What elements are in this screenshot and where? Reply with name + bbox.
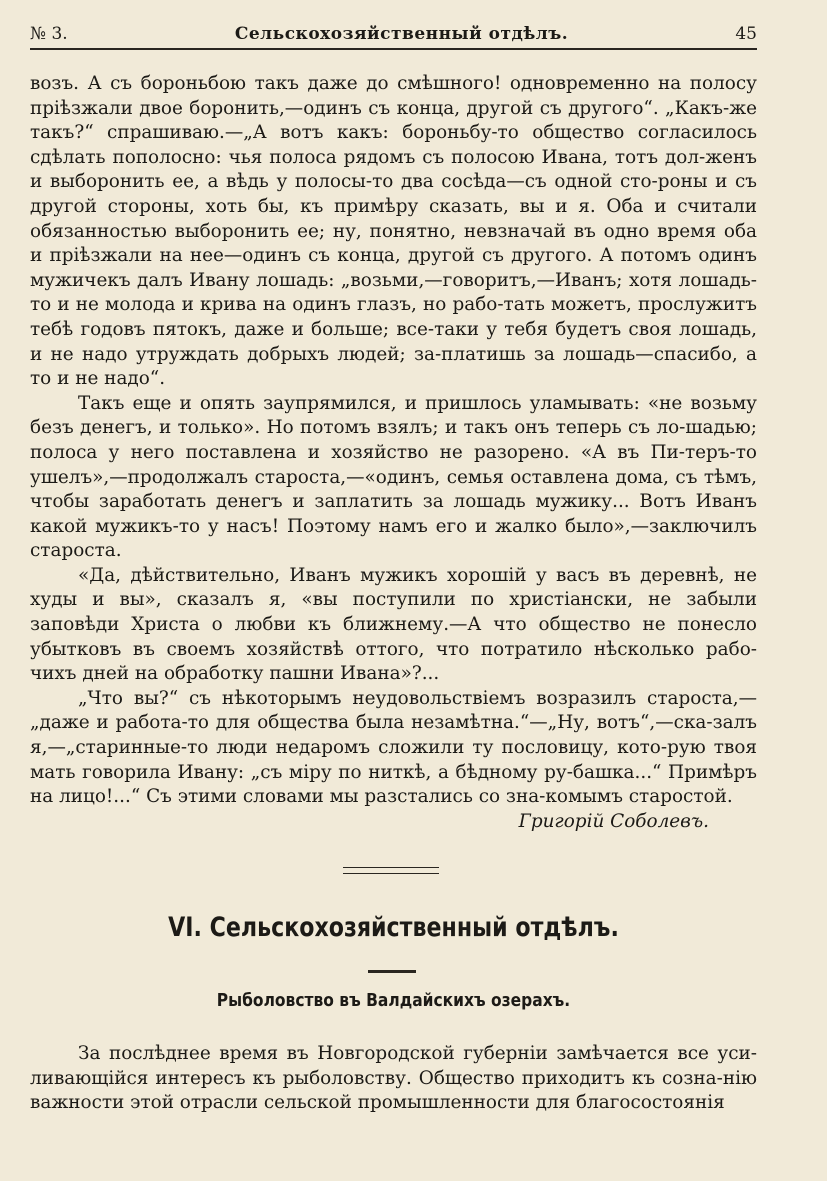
running-header (30, 20, 757, 50)
paragraph: «Да, дѣйствительно, Иванъ мужикъ хорошій у васъ въ деревнѣ, не худы и вы», сказалъ я, «вы поступили по христіански, не забыли заповѣди Христа о любви къ ближнему.—А что общество не понесло убытковъ въ своемъ хозяйствѣ оттого, что потратило нѣсколько рабо-чихъ дней на обработку пашни Ивана»?... (30, 564, 757, 685)
title-rule (368, 970, 416, 973)
issue-number: № 3. (30, 24, 68, 44)
paragraph: „Что вы?“ съ нѣкоторымъ неудовольствіемъ возразилъ староста,—„даже и работа-то для общества была незамѣтна.“—„Ну, вотъ“,—ска-залъ я,—„старинные-то люди недаромъ сложили ту пословицу, кото-рую твоя мать говорила Ивану: „съ міру по ниткѣ, а бѣдному ру-башка...“ Примѣръ на лицо!...“ Съ этими словами мы разстались со зна-комымъ старостой. (30, 687, 757, 808)
article-body (30, 72, 757, 834)
page-number: 45 (735, 24, 757, 44)
article-subtitle: Рыболовство въ Валдайскихъ озерахъ. (216, 990, 571, 1011)
paragraph: За послѣднее время въ Новгородской губерніи замѣчается все уси-ливающійся интересъ къ рыболовству. Общество приходитъ къ созна-нію важности этой отрасли сельской промышленности для благосостоянія (30, 1043, 757, 1114)
paragraph: возъ. А съ бороньбою такъ даже до смѣшного! одновременно на полосу пріѣзжали двое боронить,—одинъ съ конца, другой съ другого“. „Какъ-же такъ?“ спрашиваю.—„А вотъ какъ: бороньбу-то общество согласилось сдѣлать пополосно: чья полоса рядомъ съ полосою Ивана, тотъ дол-женъ и выборонить ее, а вѣдь у полосы-то два сосѣда—съ одной сто-роны и съ другой стороны, хоть бы, къ примѣру сказать, вы и я. Оба и считали обязанностью выборонить ее; ну, понятно, невзначай въ одно время оба и пріѣзжали на нее—одинъ съ конца, другой съ другого. А потомъ одинъ мужичекъ далъ Ивану лошадь: „возьми,—говоритъ,—Иванъ; хотя лошадь-то и не молода и крива на одинъ глазъ, но рабо-тать можетъ, прослужитъ тебѣ годовъ пятокъ, даже и больше; все-таки у тебя будетъ своя лошадь, и не надо утруждать добрыхъ людей; за-платишь за лошадь—спасибо, а то и не надо“. (30, 73, 757, 390)
author-signature: Григорій Соболевъ. (518, 810, 709, 832)
section-divider (343, 867, 439, 874)
section-title: VI. Сельскохозяйственный отдѣлъ. (168, 912, 619, 943)
section-body (30, 1042, 757, 1116)
running-title: Сельскохозяйственный отдѣлъ. (234, 24, 569, 44)
paragraph: Такъ еще и опять заупрямился, и пришлось уламывать: «не возьму безъ денегъ, и только». Но потомъ взялъ; и такъ онъ теперь съ ло-шадью; полоса у него поставлена и хозяйство не разорено. «А въ Пи-теръ-то ушелъ»,—продолжалъ староста,—«одинъ, семья оставлена дома, съ тѣмъ, чтобы заработать денегъ и заплатить за лошадь мужику... Вотъ Иванъ какой мужикъ-то у насъ! Поэтому намъ его и жалко было»,—заключилъ староста. (30, 392, 757, 562)
